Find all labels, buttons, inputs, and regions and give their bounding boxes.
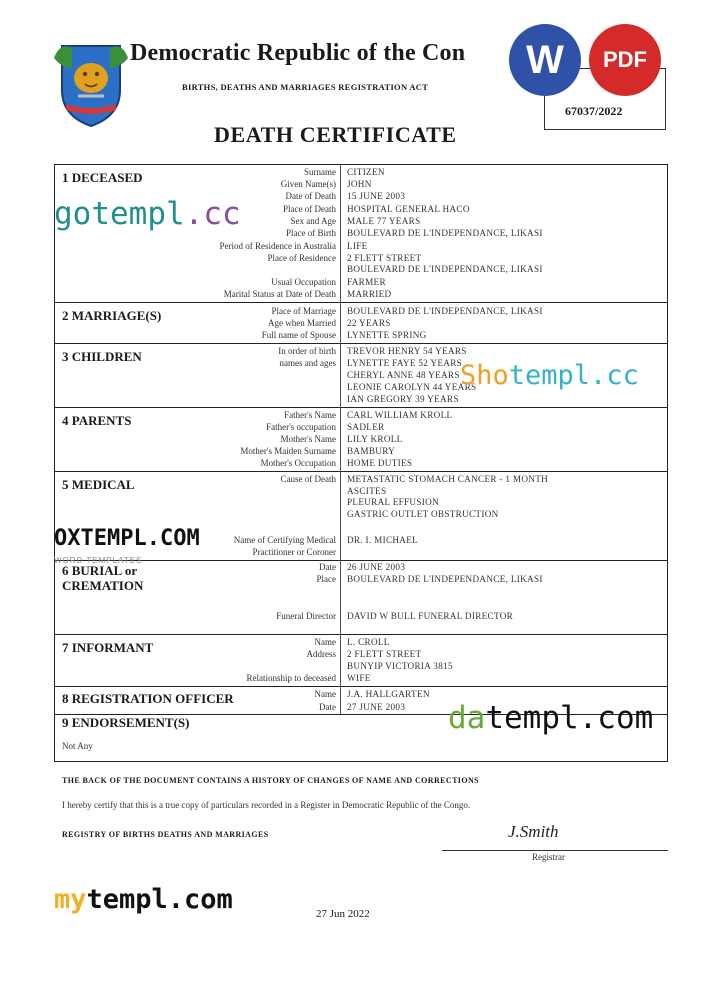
field-value: 15 JUNE 2003 xyxy=(347,191,406,201)
field-label: Relationship to deceased xyxy=(246,673,336,683)
datempl-watermark: datempl.com xyxy=(448,700,654,736)
field-value: 27 JUNE 2003 xyxy=(347,702,406,712)
coat-of-arms-emblem xyxy=(52,38,130,128)
field-label: names and ages xyxy=(279,358,336,368)
field-value: BOULEVARD DE L'INDEPENDANCE, LIKASI xyxy=(347,574,543,584)
field-label: Practitioner or Coroner xyxy=(252,547,336,557)
field-label: Date xyxy=(319,562,336,572)
field-value: L. CROLL xyxy=(347,637,390,647)
document-title: DEATH CERTIFICATE xyxy=(214,122,457,147)
field-value: 2 FLETT STREET xyxy=(347,649,422,659)
registrar-signature: J.Smith xyxy=(508,822,559,841)
cause-entry: METASTATIC STOMACH CANCER - 1 MONTH xyxy=(347,474,549,484)
field-value: CITIZEN xyxy=(347,167,385,177)
cause-entry: PLEURAL EFFUSION xyxy=(347,497,440,507)
field-value: CARL WILLIAM KROLL xyxy=(347,410,453,420)
oxtempl-watermark: OXTEMPL.COM xyxy=(54,526,200,551)
section-divider xyxy=(54,343,668,344)
child-entry: LEONIE CAROLYN 44 YEARS xyxy=(347,382,477,392)
shotempl-watermark: Shotempl.cc xyxy=(460,360,639,391)
field-value: JOHN xyxy=(347,179,372,189)
field-label: Usual Occupation xyxy=(271,277,336,287)
field-value: J.A. HALLGARTEN xyxy=(347,689,430,699)
field-label: Father's occupation xyxy=(266,422,336,432)
field-label: In order of birth xyxy=(278,346,336,356)
field-label: Cause of Death xyxy=(280,474,336,484)
section-burial-heading-2: CREMATION xyxy=(62,578,144,593)
section-marriage-heading: 2 MARRIAGE(S) xyxy=(62,308,162,323)
field-value: WIFE xyxy=(347,673,371,683)
section-medical-heading: 5 MEDICAL xyxy=(62,477,135,492)
section-divider xyxy=(54,302,668,303)
section-divider xyxy=(54,686,668,687)
field-value: FARMER xyxy=(347,277,386,287)
field-value: BOULEVARD DE L'INDEPENDANCE, LIKASI xyxy=(347,228,543,238)
field-value: MALE 77 YEARS xyxy=(347,216,421,226)
field-label: Sex and Age xyxy=(290,216,336,226)
registry-name: REGISTRY OF BIRTHS DEATHS AND MARRIAGES xyxy=(62,830,269,839)
mytempl-watermark: mytempl.com xyxy=(54,884,233,915)
field-value: BOULEVARD DE L'INDEPENDANCE, LIKASI xyxy=(347,306,543,316)
certification-statement: I hereby certify that this is a true copy of particulars recorded in a Register in Democratic Republic of the Congo. xyxy=(62,800,471,810)
field-value: MARRIED xyxy=(347,289,392,299)
field-value: LYNETTE SPRING xyxy=(347,330,427,340)
word-download-button[interactable]: W xyxy=(509,24,581,96)
child-entry: TREVOR HENRY 54 YEARS xyxy=(347,346,467,356)
field-label: Father's Name xyxy=(284,410,336,420)
section-parents-heading: 4 PARENTS xyxy=(62,413,132,428)
field-label: Age when Married xyxy=(268,318,336,328)
child-entry: IAN GREGORY 39 YEARS xyxy=(347,394,459,404)
issue-date: 27 Jun 2022 xyxy=(316,908,370,920)
field-label: Mother's Occupation xyxy=(260,458,336,468)
back-of-document-note: THE BACK OF THE DOCUMENT CONTAINS A HISTORY OF CHANGES OF NAME AND CORRECTIONS xyxy=(62,776,479,785)
field-value: 26 JUNE 2003 xyxy=(347,562,406,572)
oxtempl-watermark-subtitle: WORD TEMPLATES xyxy=(54,556,143,565)
certificate-number: 67037/2022 xyxy=(565,104,623,118)
field-value: DAVID W BULL FUNERAL DIRECTOR xyxy=(347,611,514,621)
field-value: BUNYIP VICTORIA 3815 xyxy=(347,661,453,671)
registration-act-subtitle: BIRTHS, DEATHS AND MARRIAGES REGISTRATION ACT xyxy=(182,82,429,92)
field-label: Mother's Name xyxy=(280,434,336,444)
section-divider xyxy=(54,407,668,408)
field-value: DR. I. MICHAEL xyxy=(347,535,419,545)
field-label: Mother's Maiden Surname xyxy=(240,446,336,456)
signature-line xyxy=(442,850,668,851)
section-endorsement-heading: 9 ENDORSEMENT(S) xyxy=(62,715,190,730)
field-label: Place of Marriage xyxy=(271,306,336,316)
section-burial-heading: 6 BURIAL or xyxy=(62,563,138,578)
field-value: 22 YEARS xyxy=(347,318,391,328)
field-label: Funeral Director xyxy=(276,611,336,621)
field-label: Place xyxy=(316,574,336,584)
field-value: BOULEVARD DE L'INDEPENDANCE, LIKASI xyxy=(347,264,543,274)
section-informant-heading: 7 INFORMANT xyxy=(62,640,154,655)
field-label: Name xyxy=(314,637,336,647)
field-label: Period of Residence in Australia xyxy=(219,241,336,251)
gotempl-watermark: gotempl.cc xyxy=(54,196,241,232)
section-divider xyxy=(54,560,668,561)
field-label: Place of Death xyxy=(283,204,336,214)
field-value: SADLER xyxy=(347,422,385,432)
field-value: LILY KROLL xyxy=(347,434,403,444)
field-label: Name xyxy=(314,689,336,699)
field-label: Full name of Spouse xyxy=(261,330,336,340)
section-divider xyxy=(54,634,668,635)
field-label: Given Name(s) xyxy=(280,179,336,189)
cause-entry: ASCITES xyxy=(347,486,387,496)
country-title: Democratic Republic of the Con xyxy=(130,40,466,66)
field-label: Place of Residence xyxy=(267,253,336,263)
endorsement-value: Not Any xyxy=(62,741,93,751)
section-officer-heading: 8 REGISTRATION OFFICER xyxy=(62,691,234,706)
child-entry: CHERYL ANNE 48 YEARS xyxy=(347,370,460,380)
section-divider xyxy=(54,471,668,472)
field-label: Marital Status at Date of Death xyxy=(223,289,336,299)
field-value: 2 FLETT STREET xyxy=(347,253,422,263)
field-label: Date of Death xyxy=(285,191,336,201)
field-label: Name of Certifying Medical xyxy=(233,535,336,545)
section-children-heading: 3 CHILDREN xyxy=(62,349,142,364)
field-value: HOSPITAL GENERAL HACO xyxy=(347,204,470,214)
column-divider xyxy=(340,164,341,714)
field-value: BAMBURY xyxy=(347,446,396,456)
section-deceased-heading: 1 DECEASED xyxy=(62,170,143,185)
field-label: Address xyxy=(306,649,336,659)
pdf-download-button[interactable]: PDF xyxy=(589,24,661,96)
field-value: LIFE xyxy=(347,241,368,251)
child-entry: LYNETTE FAYE 52 YEARS xyxy=(347,358,463,368)
registrar-label: Registrar xyxy=(532,852,565,862)
field-value: HOME DUTIES xyxy=(347,458,413,468)
field-label: Surname xyxy=(304,167,336,177)
field-label: Date xyxy=(319,702,336,712)
cause-entry: GASTRIC OUTLET OBSTRUCTION xyxy=(347,509,499,519)
field-label: Place of Birth xyxy=(286,228,336,238)
